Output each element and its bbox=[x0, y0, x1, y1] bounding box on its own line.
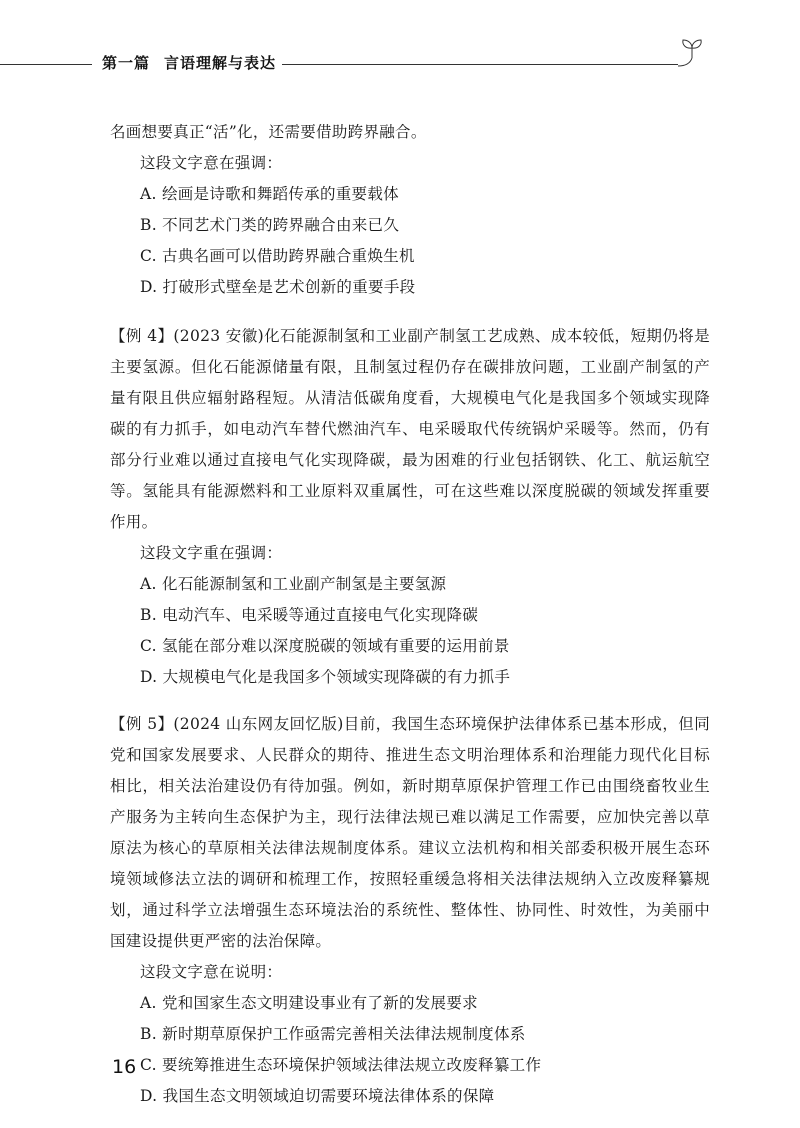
sprout-icon bbox=[674, 36, 710, 68]
example-label: 【例 5】(2024 山东网友回忆版) bbox=[110, 715, 344, 733]
example-5 bbox=[110, 709, 710, 1112]
option-b: B. 不同艺术门类的跨界融合由来已久 bbox=[140, 216, 400, 234]
continued-paragraph: 名画想要真正“活”化，还需要借助跨界融合。 bbox=[110, 123, 427, 141]
header-rule-left bbox=[0, 64, 92, 65]
page-content bbox=[110, 117, 710, 1112]
header-part: 第一篇 bbox=[102, 54, 151, 72]
example-text: 化石能源制氢和工业副产制氢工艺成熟、成本较低，短期仍将是主要氢源。但化石能源储量有限，且制氢过程仍存在碳排放问题，工业副产制氢的产量有限且供应辐射路程短。从清洁低碳角度看，大规模电气化是我国多个领域实现降碳的有力抓手，如电动汽车替代燃油汽车、电采暖取代传统锅炉采暖等。然而，仍有部分行业难以通过直接电气化实现降碳，最为困难的行业包括钢铁、化工、航运航空等。氢能具有能源燃料和工业原料双重属性，可在这些难以深度脱碳的领域发挥重要作用。 bbox=[110, 327, 710, 531]
option-c: C. 氢能在部分难以深度脱碳的领域有重要的运用前景 bbox=[140, 637, 510, 655]
question-stem: 这段文字重在强调： bbox=[140, 544, 283, 562]
option-c: C. 古典名画可以借助跨界融合重焕生机 bbox=[140, 247, 415, 265]
example-label: 【例 4】(2023 安徽) bbox=[110, 327, 264, 345]
example-paragraph bbox=[110, 709, 710, 957]
option-a: A. 化石能源制氢和工业副产制氢是主要氢源 bbox=[140, 575, 447, 593]
header-section-title: 言语理解与表达 bbox=[164, 54, 277, 72]
page-number: 16 bbox=[112, 1056, 137, 1078]
question-stem: 这段文字意在强调： bbox=[140, 154, 283, 172]
question-stem: 这段文字意在说明： bbox=[140, 963, 283, 981]
example-4 bbox=[110, 321, 710, 693]
example-paragraph bbox=[110, 321, 710, 538]
option-d: D. 打破形式壁垒是艺术创新的重要手段 bbox=[140, 278, 416, 296]
option-a: A. 党和国家生态文明建设事业有了新的发展要求 bbox=[140, 994, 478, 1012]
example-text: 目前，我国生态环境保护法律体系已基本形成，但同党和国家发展要求、人民群众的期待、推进生态文明治理体系和治理能力现代化目标相比，相关法治建设仍有待加强。例如，新时期草原保护管理工作已由围绕畜牧业生产服务为主转向生态保护为主，现行法律法规已难以满足工作需要，应加快完善以草原法为核心的草原相关法律法规制度体系。建议立法机构和相关部委积极开展生态环境领域修法立法的调研和梳理工作，按照轻重缓急将相关法律法规纳入立改废释纂规划，通过科学立法增强生态环境法治的系统性、整体性、协同性、时效性，为美丽中国建设提供更严密的法治保障。 bbox=[110, 715, 710, 950]
option-b: B. 新时期草原保护工作亟需完善相关法律法规制度体系 bbox=[140, 1025, 526, 1043]
option-c: C. 要统筹推进生态环境保护领域法律法规立改废释纂工作 bbox=[140, 1056, 542, 1074]
option-d: D. 我国生态文明领域迫切需要环境法律体系的保障 bbox=[140, 1087, 495, 1105]
option-d: D. 大规模电气化是我国多个领域实现降碳的有力抓手 bbox=[140, 668, 511, 686]
header-rule-right bbox=[282, 64, 678, 65]
running-header bbox=[0, 50, 800, 80]
header-title bbox=[102, 52, 276, 73]
previous-question bbox=[110, 117, 710, 303]
option-b: B. 电动汽车、电采暖等通过直接电气化实现降碳 bbox=[140, 606, 479, 624]
option-a: A. 绘画是诗歌和舞蹈传承的重要载体 bbox=[140, 185, 399, 203]
